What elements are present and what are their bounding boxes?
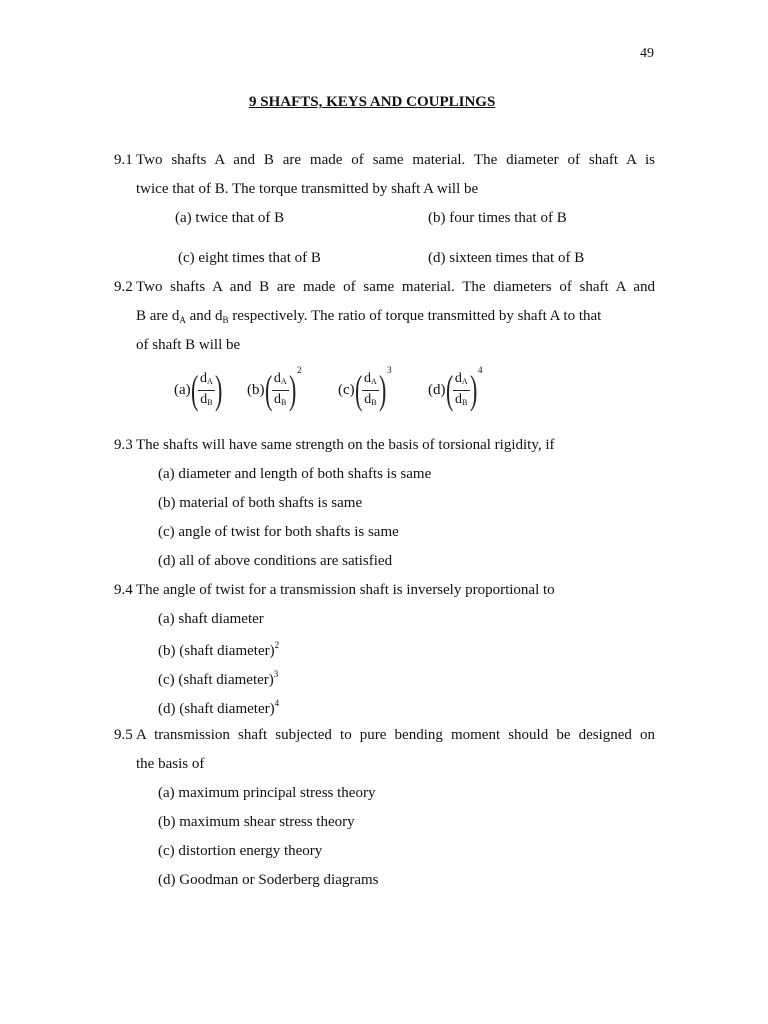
fraction-da-db: $\frac{d_A}{d_B}$ <box>363 370 377 407</box>
question-number: 9.5 <box>114 727 133 743</box>
question-text: The shafts will have same strength on the basis of torsional rigidity, if <box>136 437 555 453</box>
exponent: 3 <box>387 365 392 375</box>
option-c: (c) (shaft diameter)$^3$ <box>158 669 279 688</box>
question-text: Two shafts A and B are made of same material. The diameter of shaft A is <box>136 152 655 168</box>
question-number: 9.4 <box>114 582 133 598</box>
page-number: 49 <box>640 46 654 61</box>
option-a: (a) diameter and length of both shafts is same <box>158 466 432 482</box>
question-text: Two shafts A and B are made of same material. The diameters of shaft A and <box>136 279 655 295</box>
option-a: (a) twice that of B <box>175 210 285 226</box>
question-text: of shaft B will be <box>136 337 241 353</box>
option-c: (c) distortion energy theory <box>158 843 323 859</box>
option-a: (a) ( $\frac{d_A}{d_B}$ ) <box>174 367 223 412</box>
option-d: (d) Goodman or Soderberg diagrams <box>158 872 379 888</box>
option-a: (a) maximum principal stress theory <box>158 785 376 801</box>
chapter-title: 9 SHAFTS, KEYS AND COUPLINGS <box>249 94 496 110</box>
question-text: the basis of <box>136 756 205 772</box>
option-d: (d) sixteen times that of B <box>428 250 585 266</box>
question-text: A transmission shaft subjected to pure bending moment should be designed on <box>136 727 655 743</box>
option-a: (a) shaft diameter <box>158 611 264 627</box>
left-paren: ( <box>445 367 453 412</box>
left-paren: ( <box>190 367 198 412</box>
exponent: 4 <box>477 365 483 375</box>
option-c: (c) eight times that of B <box>178 250 321 266</box>
option-b: (b) material of both shafts is same <box>158 495 363 511</box>
option-c: (c) ( $\frac{d_A}{d_B}$ ) 3 <box>338 365 392 412</box>
option-b: (b) ( $\frac{d_A}{d_B}$ ) 2 <box>247 365 302 412</box>
exponent: 2 <box>296 365 302 375</box>
option-d: (d) all of above conditions are satisfied <box>158 553 393 569</box>
option-b: (b) (shaft diameter)$^2$ <box>158 640 280 659</box>
option-c: (c) angle of twist for both shafts is same <box>158 524 399 540</box>
fraction-da-db: $\frac{d_A}{d_B}$ <box>454 370 468 407</box>
fraction-da-db: $\frac{d_A}{d_B}$ <box>199 370 213 407</box>
option-b: (b) four times that of B <box>428 210 567 226</box>
right-paren: ) <box>214 367 223 412</box>
left-paren: ( <box>354 367 362 412</box>
question-number: 9.1 <box>114 152 133 168</box>
right-paren: ) <box>288 367 296 412</box>
option-b: (b) maximum shear stress theory <box>158 814 355 830</box>
option-d: (d) (shaft diameter)$^4$ <box>158 698 280 717</box>
question-number: 9.3 <box>114 437 133 453</box>
question-text: The angle of twist for a transmission shaft is inversely proportional to <box>136 582 555 598</box>
option-d: (d) ( $\frac{d_A}{d_B}$ ) 4 <box>428 365 483 412</box>
question-text: twice that of B. The torque transmitted by shaft A will be <box>136 181 479 197</box>
right-paren: ) <box>378 367 387 412</box>
question-number: 9.2 <box>114 279 133 295</box>
left-paren: ( <box>264 367 272 412</box>
right-paren: ) <box>469 367 477 412</box>
question-text: B are $d_A$ and $d_B$ respectively. The ratio of torque transmitted by shaft A to that <box>136 308 602 325</box>
fraction-da-db: $\frac{d_A}{d_B}$ <box>273 370 287 407</box>
